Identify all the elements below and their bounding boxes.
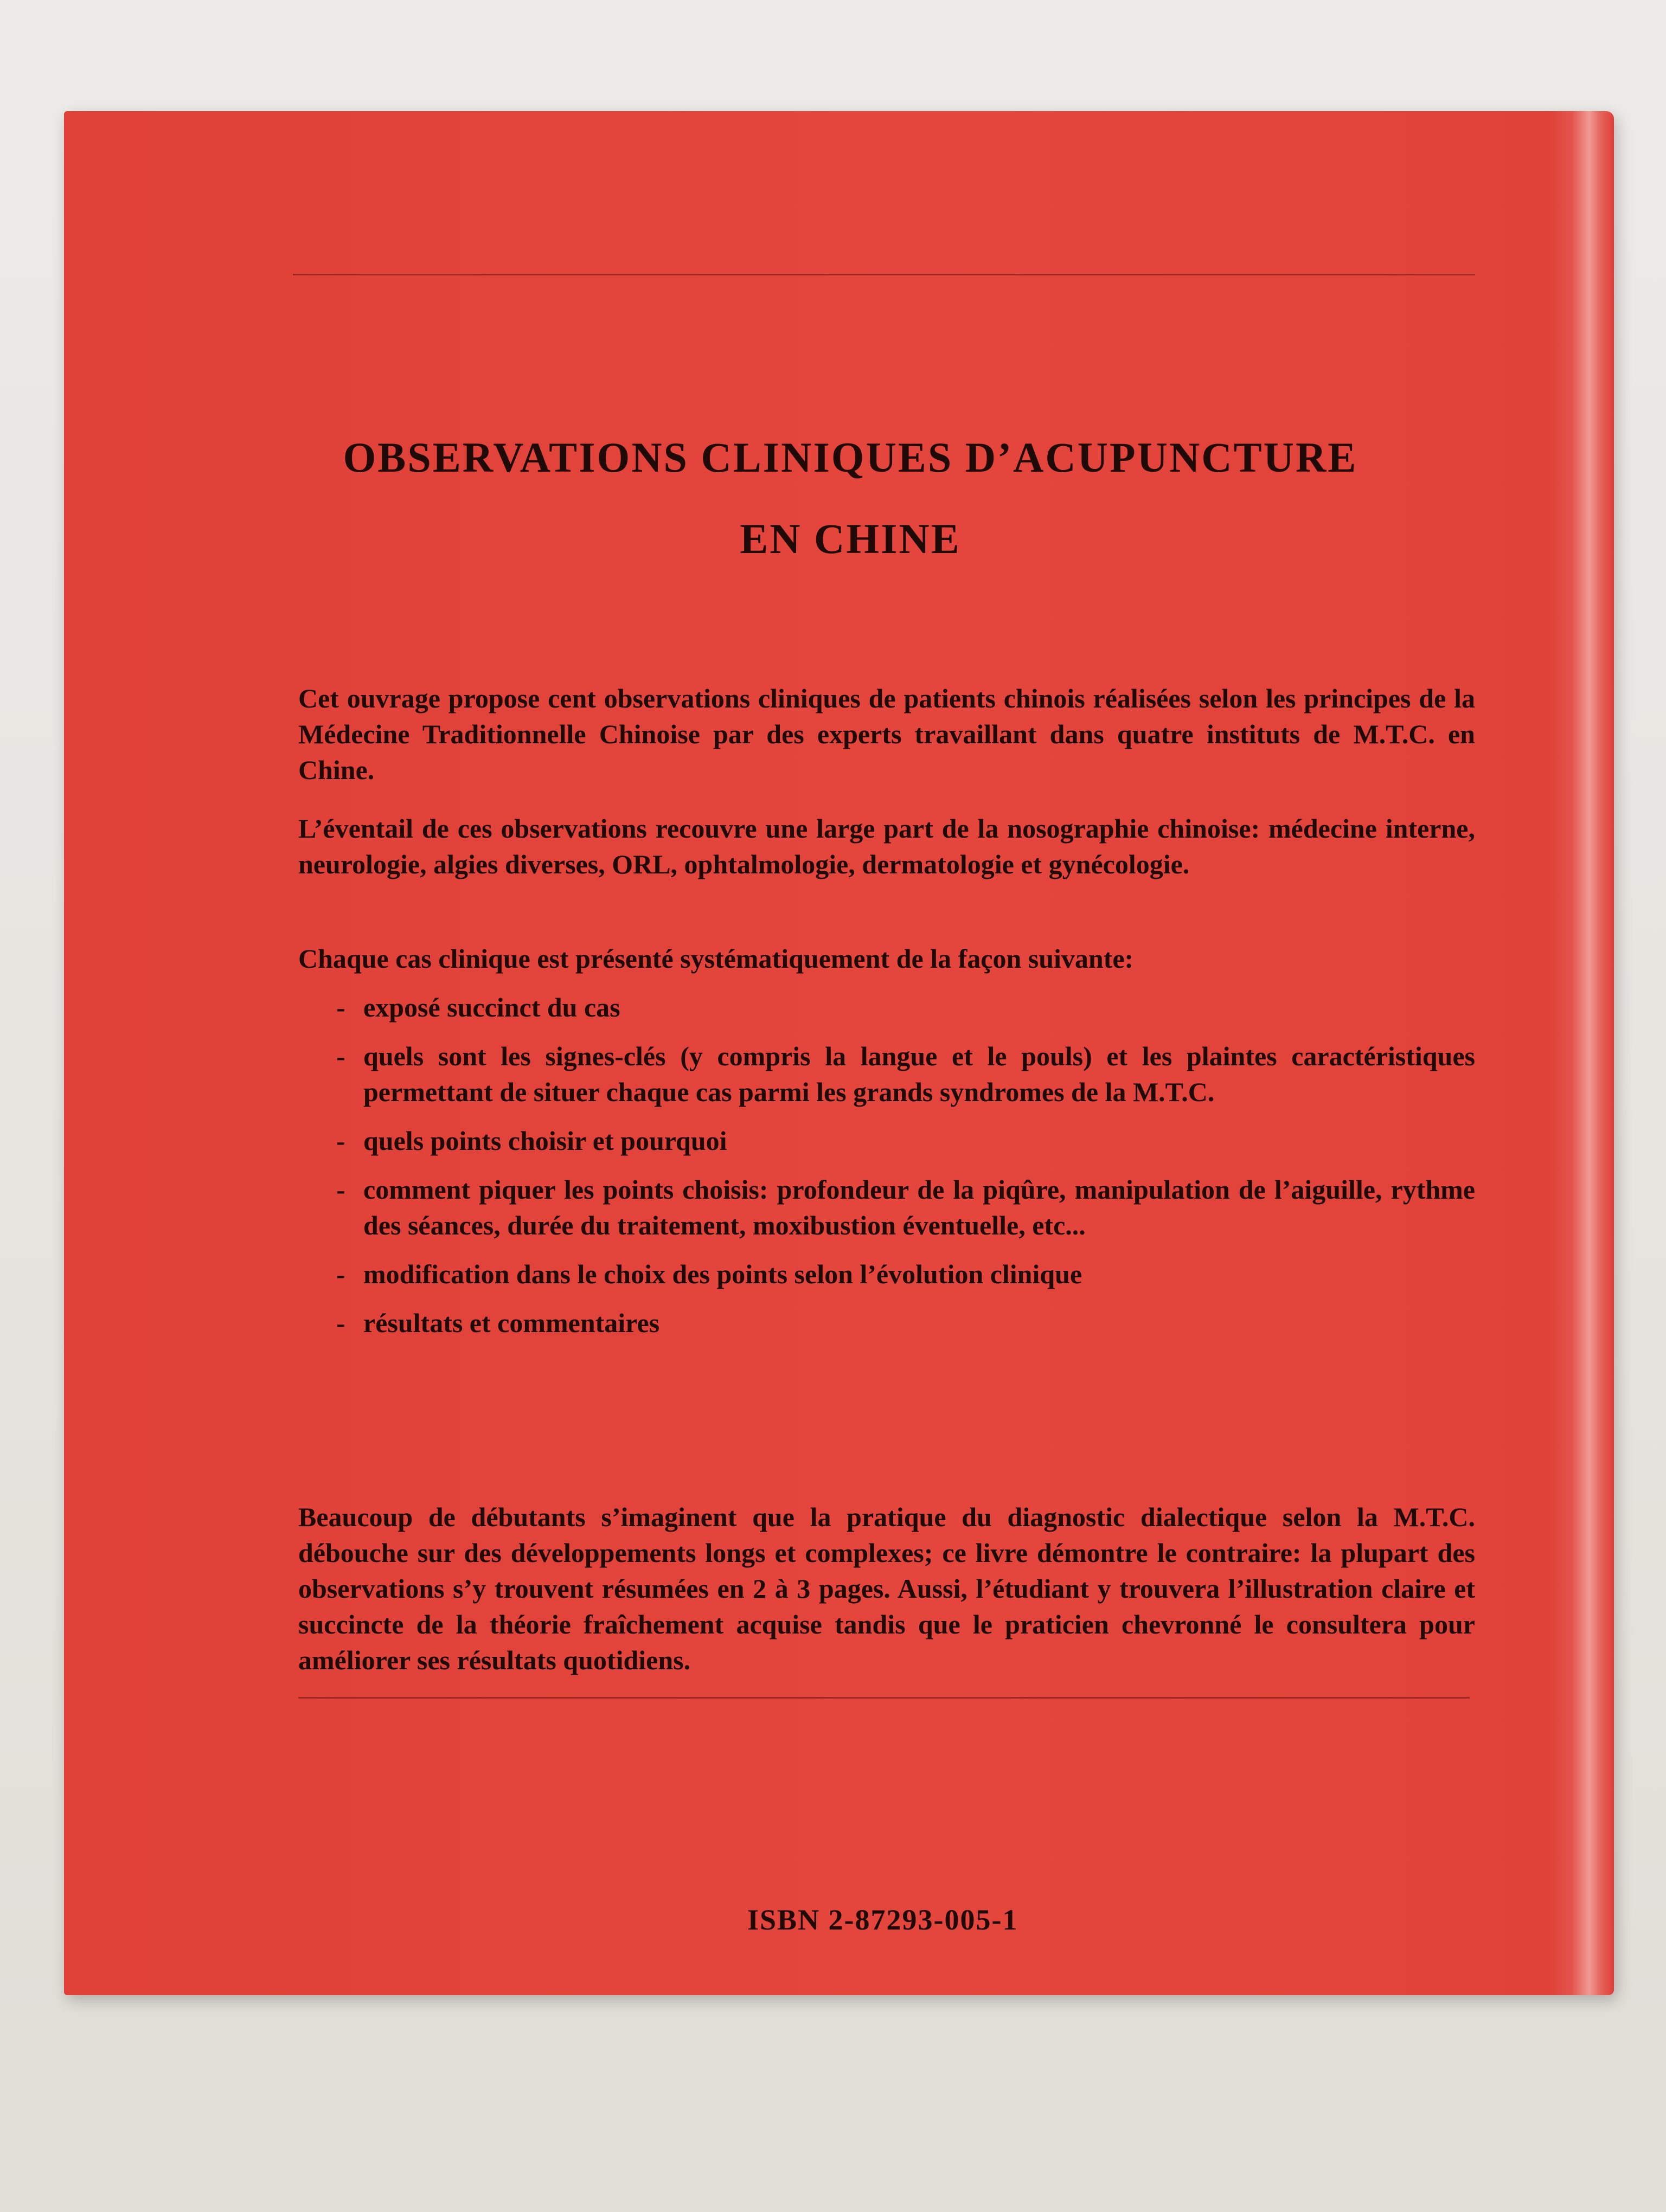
list-item <box>298 1038 1475 1110</box>
top-divider-rule <box>293 274 1475 275</box>
list-item-text: quels points choisir et pourquoi <box>363 1126 727 1156</box>
list-item-text: résultats et commentaires <box>363 1308 660 1338</box>
list-dash: - <box>336 1259 345 1289</box>
list-dash: - <box>336 1041 345 1071</box>
conclusion-paragraph: Beaucoup de débutants s’imaginent que la pratique du diagnostic dialectique selon la M.T.C. débouche sur des développements longs et complexes; ce livre démontre le contraire: la plupart des observations s’y trouvent résumées en 2 à 3 pages. Aussi, l’étudiant y trouvera l’illustration claire et succincte de la théorie fraîchement acquise tandis que le praticien chevronné le consultera pour améliorer ses résultats quotidiens. <box>298 1502 1475 1675</box>
list-item <box>298 1256 1475 1292</box>
bottom-divider-rule <box>298 1697 1470 1699</box>
case-structure-list <box>298 989 1475 1354</box>
list-item <box>298 1172 1475 1243</box>
list-dash: - <box>336 992 345 1023</box>
list-dash: - <box>336 1174 345 1205</box>
isbn-number: ISBN 2-87293-005-1 <box>747 1904 1018 1936</box>
scope-paragraph: L’éventail de ces observations recouvre une large part de la nosographie chinoise: médecine interne, neurologie, algies diverses, ORL, ophtalmologie, dermatologie et gynécologie. <box>298 813 1475 879</box>
list-item-text: modification dans le choix des points selon l’évolution clinique <box>363 1259 1082 1289</box>
list-item <box>298 1123 1475 1159</box>
list-item-text: quels sont les signes-clés (y compris la langue et le pouls) et les plaintes caractéristiques permettant de situer chaque cas parmi les grands syndromes de la M.T.C. <box>363 1041 1475 1107</box>
list-item <box>298 1305 1475 1341</box>
cover-title-line-1: OBSERVATIONS CLINIQUES D’ACUPUNCTURE <box>343 434 1358 481</box>
structure-intro-paragraph: Chaque cas clinique est présenté systématiquement de la façon suivante: <box>298 943 1134 974</box>
list-dash: - <box>336 1308 345 1338</box>
list-item-text: exposé succinct du cas <box>363 992 620 1023</box>
book-back-cover <box>64 111 1614 1995</box>
intro-paragraph: Cet ouvrage propose cent observations cliniques de patients chinois réalisées selon les principes de la Médecine Traditionnelle Chinoise par des experts travaillant dans quatre instituts de M.T.C. en Chine. <box>298 683 1475 785</box>
list-item-text: comment piquer les points choisis: profondeur de la piqûre, manipulation de l’aiguille, rythme des séances, durée du traitement, moxibustion éventuelle, etc... <box>363 1174 1475 1240</box>
cover-title-line-2: EN CHINE <box>740 515 961 562</box>
list-item <box>298 989 1475 1025</box>
list-dash: - <box>336 1126 345 1156</box>
